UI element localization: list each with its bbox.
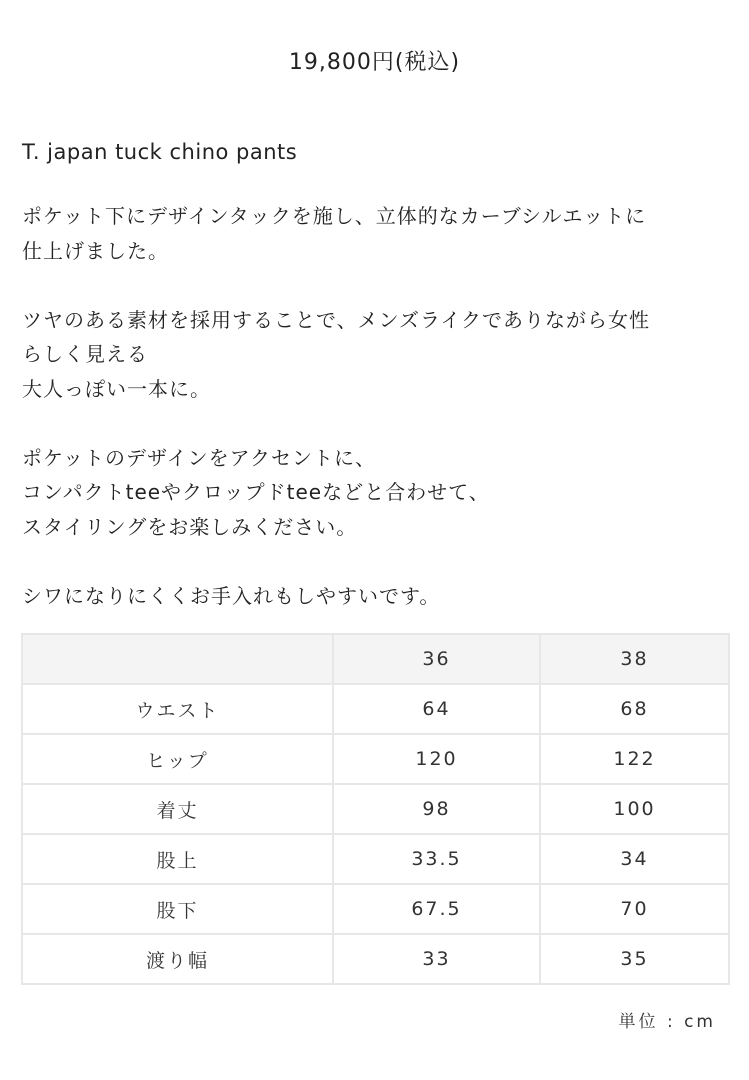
table-row — [22, 784, 729, 834]
description-line: コンパクトteeやクロップドteeなどと合わせて、 — [22, 480, 490, 504]
measurement-label: ヒップ — [22, 734, 333, 784]
size-value: 33.5 — [333, 834, 540, 884]
product-description — [22, 199, 732, 613]
size-value: 70 — [540, 884, 729, 934]
size-value: 33 — [333, 934, 540, 984]
size-value: 98 — [333, 784, 540, 834]
description-line: らしく見える — [22, 342, 148, 366]
description-line: ツヤのある素材を採用することで、メンズライクでありながら女性 — [22, 307, 650, 332]
table-row — [22, 684, 729, 734]
size-value: 122 — [540, 734, 729, 784]
measurement-label: 股下 — [22, 884, 333, 934]
table-row — [22, 934, 729, 984]
table-row — [22, 734, 729, 784]
description-line: 大人っぽい一本に。 — [22, 376, 211, 401]
unit-note: 単位 : cm — [618, 1012, 716, 1032]
size-table-header-row — [22, 634, 729, 684]
measurement-label: ウエスト — [22, 684, 333, 734]
size-table — [21, 633, 730, 985]
measurement-label: 渡り幅 — [22, 934, 333, 984]
size-table-header-cell: 38 — [540, 634, 729, 684]
description-line: スタイリングをお楽しみください。 — [22, 514, 358, 539]
size-value: 64 — [333, 684, 540, 734]
description-line: 仕上げました。 — [22, 238, 169, 263]
size-value: 120 — [333, 734, 540, 784]
size-table-header-cell — [22, 634, 333, 684]
size-value: 35 — [540, 934, 729, 984]
description-paragraph — [22, 199, 732, 268]
size-value: 68 — [540, 684, 729, 734]
price-text: 19,800円(税込) — [288, 50, 461, 75]
description-line: ポケット下にデザインタックを施し、立体的なカーブシルエットに — [22, 204, 647, 228]
description-line: シワになりにくくお手入れもしやすいです。 — [22, 583, 441, 608]
description-paragraph — [22, 579, 732, 614]
size-value: 34 — [540, 834, 729, 884]
description-paragraph — [22, 441, 732, 545]
size-value: 100 — [540, 784, 729, 834]
table-row — [22, 884, 729, 934]
measurement-label: 着丈 — [22, 784, 333, 834]
measurement-label: 股上 — [22, 834, 333, 884]
size-value: 67.5 — [333, 884, 540, 934]
size-table-header-cell: 36 — [333, 634, 540, 684]
description-paragraph — [22, 303, 732, 407]
table-row — [22, 834, 729, 884]
product-name: T. japan tuck chino pants — [22, 140, 298, 164]
description-line: ポケットのデザインをアクセントに、 — [22, 445, 376, 470]
